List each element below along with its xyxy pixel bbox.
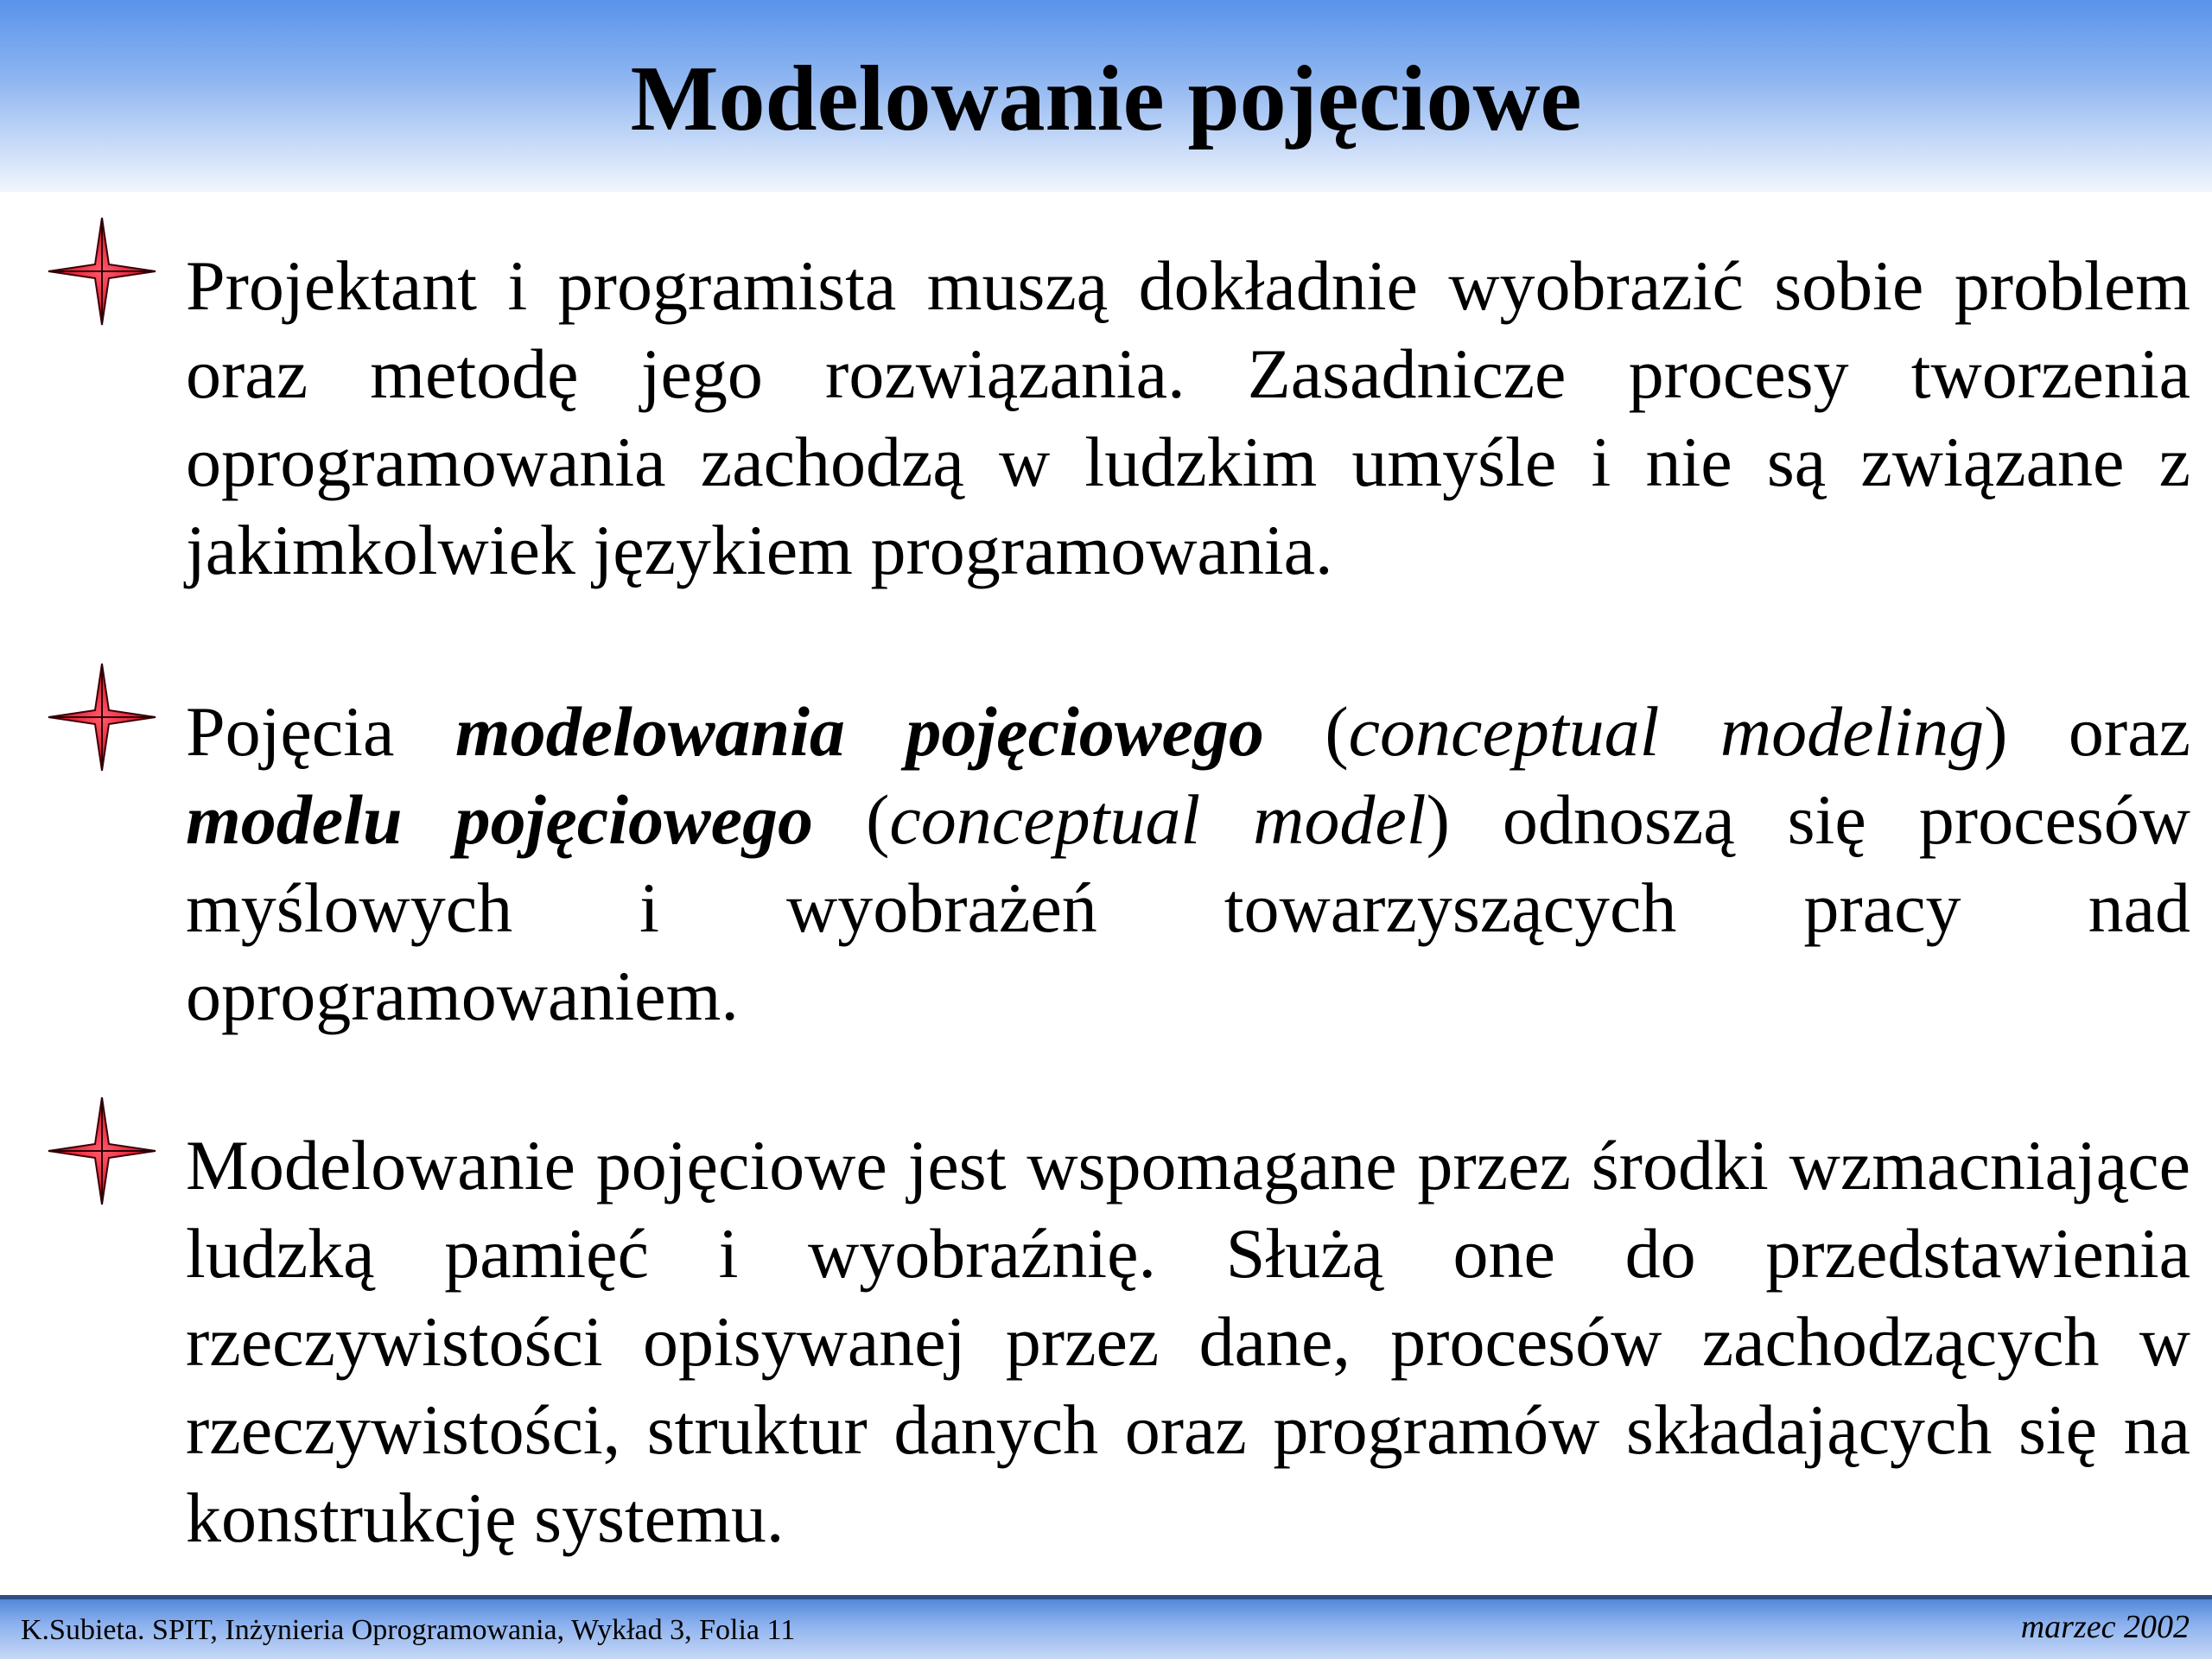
bullet-2-part-3: ) oraz: [1984, 692, 2190, 771]
term-conceptual-model-en: conceptual model: [889, 780, 1427, 859]
term-conceptual-modeling-en: conceptual modeling: [1348, 692, 1985, 771]
term-conceptual-modeling-pl: modelowania pojęciowego: [454, 692, 1264, 771]
bullet-2-part-1: Pojęcia: [186, 692, 455, 771]
four-point-star-icon: [47, 662, 157, 772]
bullet-2-part-5: ) odnoszą się procesów myślowych i wyobrażeń towarzyszących pracy nad oprogramowaniem.: [186, 780, 2190, 1035]
bullet-text-3: Modelowanie pojęciowe jest wspomagane przez środki wzmacniające ludzką pamięć i wyobraźnię. Służą one do przedstawienia rzeczywistości opisywanej przez dane, procesów zachodzących w rzeczywistości, struktur danych oraz programów składających się na konstrukcję systemu.: [186, 1126, 2190, 1557]
footer-credits: K.Subieta. SPIT, Inżynieria Oprogramowania, Wykład 3, Folia 11: [21, 1614, 796, 1646]
term-conceptual-model-pl: modelu pojęciowego: [186, 780, 814, 859]
footer-band: [0, 1595, 2212, 1659]
bullet-text-2: [186, 688, 2190, 1040]
four-point-star-icon: [47, 1096, 157, 1206]
slide-title: Modelowanie pojęciowe: [630, 48, 1582, 150]
title-band: [0, 0, 2212, 192]
footer-date: marzec 2002: [2020, 1609, 2190, 1645]
bullet-2-part-2: (: [1263, 692, 1349, 771]
bullet-text-1: Projektant i programista muszą dokładnie wyobrazić sobie problem oraz metodę jego rozwiązania. Zasadnicze procesy tworzenia oprogramowania zachodzą w ludzkim umyśle i nie są związane z jakimkolwiek językiem programowania.: [186, 246, 2190, 589]
bullet-2-part-4: (: [813, 780, 890, 859]
four-point-star-icon: [47, 216, 157, 327]
